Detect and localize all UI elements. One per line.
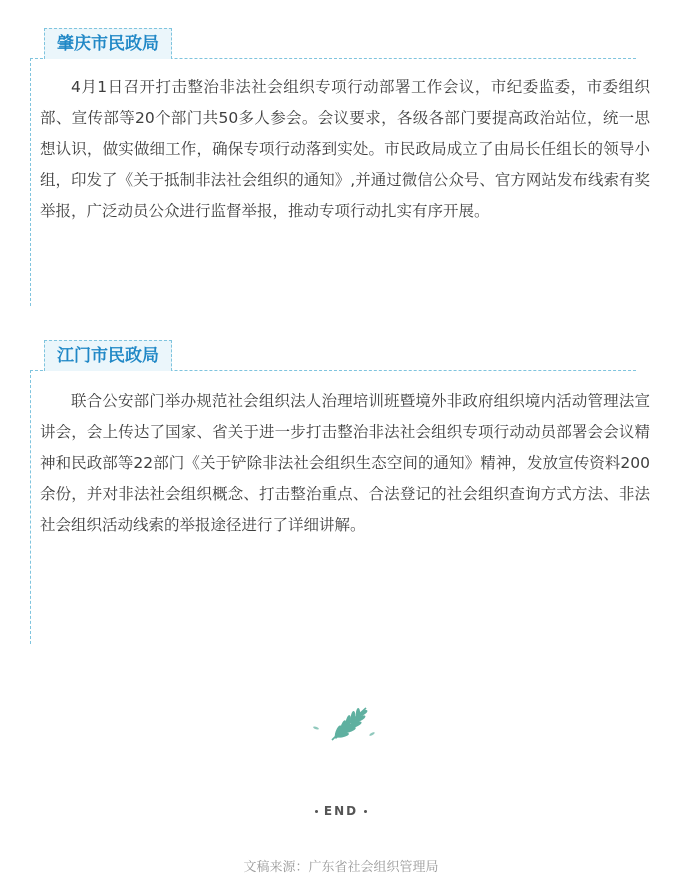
section-zhaoqing <box>0 0 682 310</box>
section-paragraph: 联合公安部门举办规范社会组织法人治理培训班暨境外非政府组织境内活动管理法宣讲会，会上传达了国家、省关于进一步打击整治非法社会组织专项行动动员部署会会议精神和民政部等22部门《关于铲除非法社会组织生态空间的通知》精神，发放宣传资料200余份，并对非法社会组织概念、打击整治重点、合法登记的社会组织查询方式方法、非法社会组织活动线索的举报途径进行了详细讲解。 <box>40 392 650 534</box>
section-title: 江门市民政局 <box>57 346 159 366</box>
dashed-border-left <box>30 370 31 644</box>
section-title: 肇庆市民政局 <box>57 34 159 54</box>
end-label: END <box>323 804 359 818</box>
section-paragraph: 4月1日召开打击整治非法社会组织专项行动部署工作会议，市纪委监委，市委组织部、宣传部等20个部门共50多人参会。会议要求，各级各部门要提高政治站位，统一思想认识，做实做细工作，确保专项行动落到实处。市民政局成立了由局长任组长的领导小组，印发了《关于抵制非法社会组织的通知》,并通过微信公众号、官方网站发布线索有奖举报，广泛动员公众进行监督举报，推动专项行动扎实有序开展。 <box>40 78 650 220</box>
section-title-box <box>44 340 172 371</box>
fern-leaf-icon <box>310 702 380 746</box>
section-jiangmen <box>0 338 682 648</box>
end-dot-right <box>364 810 367 813</box>
section-title-box <box>44 28 172 59</box>
end-marker <box>0 804 682 818</box>
source-credit: 文稿来源：广东省社会组织管理局 <box>243 860 439 875</box>
dashed-border-left <box>30 58 31 306</box>
end-dot-left <box>315 810 318 813</box>
